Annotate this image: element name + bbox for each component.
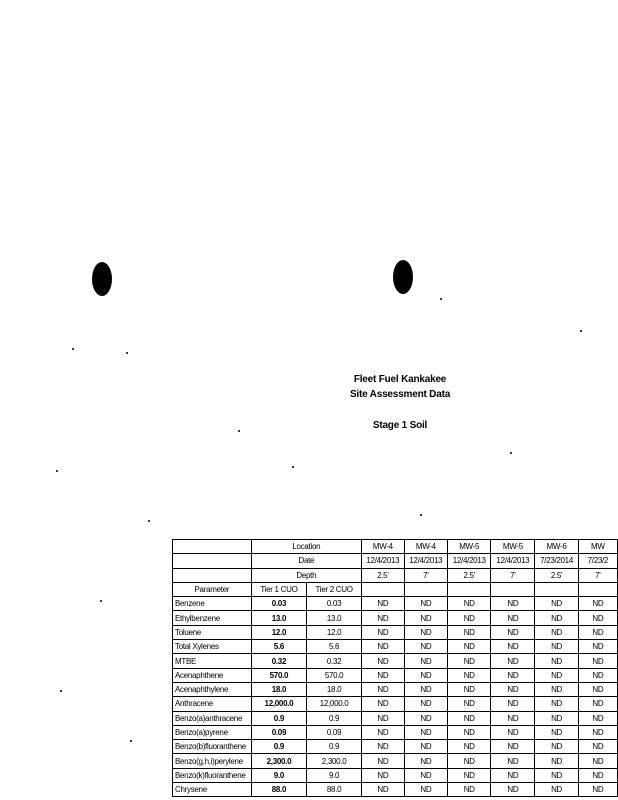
result-value-cell: ND — [578, 597, 617, 611]
blank-header-cell — [535, 582, 578, 596]
result-value-cell: ND — [362, 697, 405, 711]
result-value-cell: ND — [404, 783, 447, 797]
result-value-cell: ND — [404, 682, 447, 696]
table-row — [173, 682, 618, 696]
tier1-value-cell: 9.0 — [251, 768, 307, 782]
result-value-cell: ND — [448, 711, 491, 725]
result-value-cell: ND — [535, 725, 578, 739]
result-value-cell: ND — [362, 625, 405, 639]
scan-speck — [440, 298, 442, 300]
tier1-value-cell: 0.9 — [251, 711, 307, 725]
result-value-cell: ND — [362, 640, 405, 654]
result-value-cell: ND — [448, 740, 491, 754]
scan-speck — [148, 520, 150, 522]
result-value-cell: ND — [362, 668, 405, 682]
parameter-column-header: Parameter — [173, 582, 252, 596]
result-value-cell: ND — [578, 654, 617, 668]
scan-speck — [126, 352, 128, 354]
document-subtitle: Site Assessment Data — [349, 389, 451, 400]
parameter-name-cell: Toluene — [173, 625, 252, 639]
table-row — [173, 740, 618, 754]
parameter-name-cell: Benzo(g,h,i)perylene — [173, 754, 252, 768]
document-title: Fleet Fuel Kankakee — [353, 374, 447, 385]
result-value-cell: ND — [491, 640, 535, 654]
table-row — [173, 768, 618, 782]
result-value-cell: ND — [448, 768, 491, 782]
result-value-cell: ND — [578, 711, 617, 725]
result-value-cell: ND — [491, 697, 535, 711]
tier2-value-cell: 5.6 — [307, 640, 362, 654]
table-row — [173, 783, 618, 797]
result-value-cell: ND — [404, 668, 447, 682]
result-value-cell: ND — [535, 640, 578, 654]
result-value-cell: ND — [448, 754, 491, 768]
header-value-cell: 12/4/2013 — [362, 554, 405, 568]
result-value-cell: ND — [404, 725, 447, 739]
result-value-cell: ND — [448, 625, 491, 639]
result-value-cell: ND — [578, 668, 617, 682]
result-value-cell: ND — [448, 611, 491, 625]
tier2-value-cell: 0.9 — [307, 711, 362, 725]
tier1-value-cell: 13.0 — [251, 611, 307, 625]
scan-speck — [580, 330, 582, 332]
result-value-cell: ND — [491, 783, 535, 797]
tier1-value-cell: 0.09 — [251, 725, 307, 739]
tier2-value-cell: 0.03 — [307, 597, 362, 611]
tier2-value-cell: 0.09 — [307, 725, 362, 739]
header-value-cell: MW-4 — [362, 540, 405, 554]
result-value-cell: ND — [535, 697, 578, 711]
result-value-cell: ND — [491, 668, 535, 682]
blank-header-cell — [578, 582, 617, 596]
result-value-cell: ND — [448, 682, 491, 696]
result-value-cell: ND — [362, 783, 405, 797]
tier2-value-cell: 18.0 — [307, 682, 362, 696]
result-value-cell: ND — [578, 768, 617, 782]
parameter-name-cell: Benzo(a)pyrene — [173, 725, 252, 739]
result-value-cell: ND — [535, 740, 578, 754]
table-row — [173, 725, 618, 739]
tier1-value-cell: 12,000.0 — [251, 697, 307, 711]
scan-speck — [130, 740, 132, 742]
scan-speck — [292, 466, 294, 468]
header-label-cell: Date — [251, 554, 361, 568]
header-value-cell: MW-5 — [491, 540, 535, 554]
tier2-value-cell: 12.0 — [307, 625, 362, 639]
result-value-cell: ND — [535, 597, 578, 611]
result-value-cell: ND — [448, 640, 491, 654]
result-value-cell: ND — [578, 740, 617, 754]
scan-speck — [56, 470, 58, 472]
table-header-row — [173, 568, 618, 582]
scan-speck — [72, 348, 74, 350]
result-value-cell: ND — [362, 682, 405, 696]
result-value-cell: ND — [362, 611, 405, 625]
result-value-cell: ND — [578, 754, 617, 768]
result-value-cell: ND — [491, 654, 535, 668]
tier2-value-cell: 13.0 — [307, 611, 362, 625]
table-row — [173, 640, 618, 654]
tier1-column-header: Tier 1 CUO — [251, 582, 307, 596]
tier1-value-cell: 88.0 — [251, 783, 307, 797]
result-value-cell: ND — [362, 597, 405, 611]
result-value-cell: ND — [404, 654, 447, 668]
result-value-cell: ND — [404, 768, 447, 782]
result-value-cell: ND — [491, 768, 535, 782]
result-value-cell: ND — [404, 611, 447, 625]
table-header-row — [173, 554, 618, 568]
table-row — [173, 625, 618, 639]
header-value-cell: 7' — [491, 568, 535, 582]
result-value-cell: ND — [578, 625, 617, 639]
result-value-cell: ND — [535, 682, 578, 696]
result-value-cell: ND — [491, 625, 535, 639]
punch-hole-right — [393, 260, 413, 294]
header-value-cell: MW-4 — [404, 540, 447, 554]
blank-header-cell — [362, 582, 405, 596]
result-value-cell: ND — [448, 654, 491, 668]
tier2-value-cell: 9.0 — [307, 768, 362, 782]
parameter-name-cell: Anthracene — [173, 697, 252, 711]
soil-data-table-container — [172, 539, 618, 800]
result-value-cell: ND — [448, 725, 491, 739]
result-value-cell: ND — [491, 711, 535, 725]
scan-speck — [100, 600, 102, 602]
header-value-cell: 2.5' — [535, 568, 578, 582]
tier1-value-cell: 5.6 — [251, 640, 307, 654]
result-value-cell: ND — [491, 682, 535, 696]
result-value-cell: ND — [578, 783, 617, 797]
result-value-cell: ND — [491, 611, 535, 625]
result-value-cell: ND — [404, 711, 447, 725]
scan-speck — [238, 430, 240, 432]
tier2-value-cell: 0.32 — [307, 654, 362, 668]
tier2-value-cell: 2,300.0 — [307, 754, 362, 768]
header-value-cell: 7/23/2 — [578, 554, 617, 568]
result-value-cell: ND — [535, 668, 578, 682]
header-value-cell: 12/4/2013 — [491, 554, 535, 568]
scan-speck — [60, 690, 62, 692]
header-value-cell: MW-6 — [535, 540, 578, 554]
tier2-value-cell: 88.0 — [307, 783, 362, 797]
header-label-cell: Depth — [251, 568, 361, 582]
column-header-row — [173, 582, 618, 596]
result-value-cell: ND — [535, 625, 578, 639]
tier2-column-header: Tier 2 CUO — [307, 582, 362, 596]
header-value-cell: 12/4/2013 — [404, 554, 447, 568]
result-value-cell: ND — [578, 725, 617, 739]
document-section-label: Stage 1 Soil — [372, 420, 428, 431]
tier1-value-cell: 18.0 — [251, 682, 307, 696]
result-value-cell: ND — [535, 611, 578, 625]
result-value-cell: ND — [491, 754, 535, 768]
result-value-cell: ND — [404, 697, 447, 711]
header-value-cell: 7' — [578, 568, 617, 582]
tier1-value-cell: 570.0 — [251, 668, 307, 682]
header-label-cell: Location — [251, 540, 361, 554]
document-title-block — [330, 372, 470, 433]
parameter-name-cell: Chrysene — [173, 783, 252, 797]
parameter-name-cell: MTBE — [173, 654, 252, 668]
tier1-value-cell: 0.9 — [251, 740, 307, 754]
result-value-cell: ND — [404, 597, 447, 611]
header-value-cell: 2.5' — [448, 568, 491, 582]
table-row — [173, 654, 618, 668]
table-row — [173, 611, 618, 625]
parameter-name-cell: Benzo(b)fluoranthene — [173, 740, 252, 754]
header-blank-cell — [173, 540, 252, 554]
header-value-cell: 2.5' — [362, 568, 405, 582]
table-row — [173, 697, 618, 711]
parameter-name-cell: Benzo(a)anthracene — [173, 711, 252, 725]
scan-speck — [510, 452, 512, 454]
parameter-name-cell: Benzo(k)fluoranthene — [173, 768, 252, 782]
header-value-cell: 12/4/2013 — [448, 554, 491, 568]
result-value-cell: ND — [578, 611, 617, 625]
header-value-cell: MW — [578, 540, 617, 554]
result-value-cell: ND — [491, 740, 535, 754]
table-row — [173, 668, 618, 682]
result-value-cell: ND — [535, 711, 578, 725]
header-value-cell: 7' — [404, 568, 447, 582]
punch-hole-left — [92, 262, 112, 296]
result-value-cell: ND — [578, 682, 617, 696]
blank-header-cell — [404, 582, 447, 596]
result-value-cell: ND — [578, 640, 617, 654]
result-value-cell: ND — [404, 754, 447, 768]
tier1-value-cell: 0.32 — [251, 654, 307, 668]
result-value-cell: ND — [448, 668, 491, 682]
tier1-value-cell: 12.0 — [251, 625, 307, 639]
parameter-name-cell: Acenaphthene — [173, 668, 252, 682]
result-value-cell: ND — [535, 654, 578, 668]
result-value-cell: ND — [491, 725, 535, 739]
parameter-name-cell: Acenaphthylene — [173, 682, 252, 696]
result-value-cell: ND — [535, 768, 578, 782]
table-header-row — [173, 540, 618, 554]
result-value-cell: ND — [448, 783, 491, 797]
result-value-cell: ND — [404, 640, 447, 654]
blank-header-cell — [491, 582, 535, 596]
table-row — [173, 597, 618, 611]
blank-header-cell — [448, 582, 491, 596]
tier1-value-cell: 2,300.0 — [251, 754, 307, 768]
result-value-cell: ND — [535, 754, 578, 768]
soil-data-table — [172, 539, 618, 797]
result-value-cell: ND — [362, 754, 405, 768]
scan-speck — [420, 514, 422, 516]
header-blank-cell — [173, 554, 252, 568]
result-value-cell: ND — [448, 697, 491, 711]
table-row — [173, 711, 618, 725]
header-value-cell: 7/23/2014 — [535, 554, 578, 568]
result-value-cell: ND — [362, 768, 405, 782]
result-value-cell: ND — [362, 711, 405, 725]
result-value-cell: ND — [491, 597, 535, 611]
result-value-cell: ND — [362, 725, 405, 739]
tier2-value-cell: 570.0 — [307, 668, 362, 682]
result-value-cell: ND — [404, 740, 447, 754]
parameter-name-cell: Benzene — [173, 597, 252, 611]
result-value-cell: ND — [448, 597, 491, 611]
result-value-cell: ND — [404, 625, 447, 639]
parameter-name-cell: Total Xylenes — [173, 640, 252, 654]
parameter-name-cell: Ethylbenzene — [173, 611, 252, 625]
tier2-value-cell: 12,000.0 — [307, 697, 362, 711]
header-blank-cell — [173, 568, 252, 582]
tier2-value-cell: 0.9 — [307, 740, 362, 754]
tier1-value-cell: 0.03 — [251, 597, 307, 611]
result-value-cell: ND — [362, 654, 405, 668]
result-value-cell: ND — [535, 783, 578, 797]
table-row — [173, 754, 618, 768]
result-value-cell: ND — [362, 740, 405, 754]
header-value-cell: MW-5 — [448, 540, 491, 554]
result-value-cell: ND — [578, 697, 617, 711]
